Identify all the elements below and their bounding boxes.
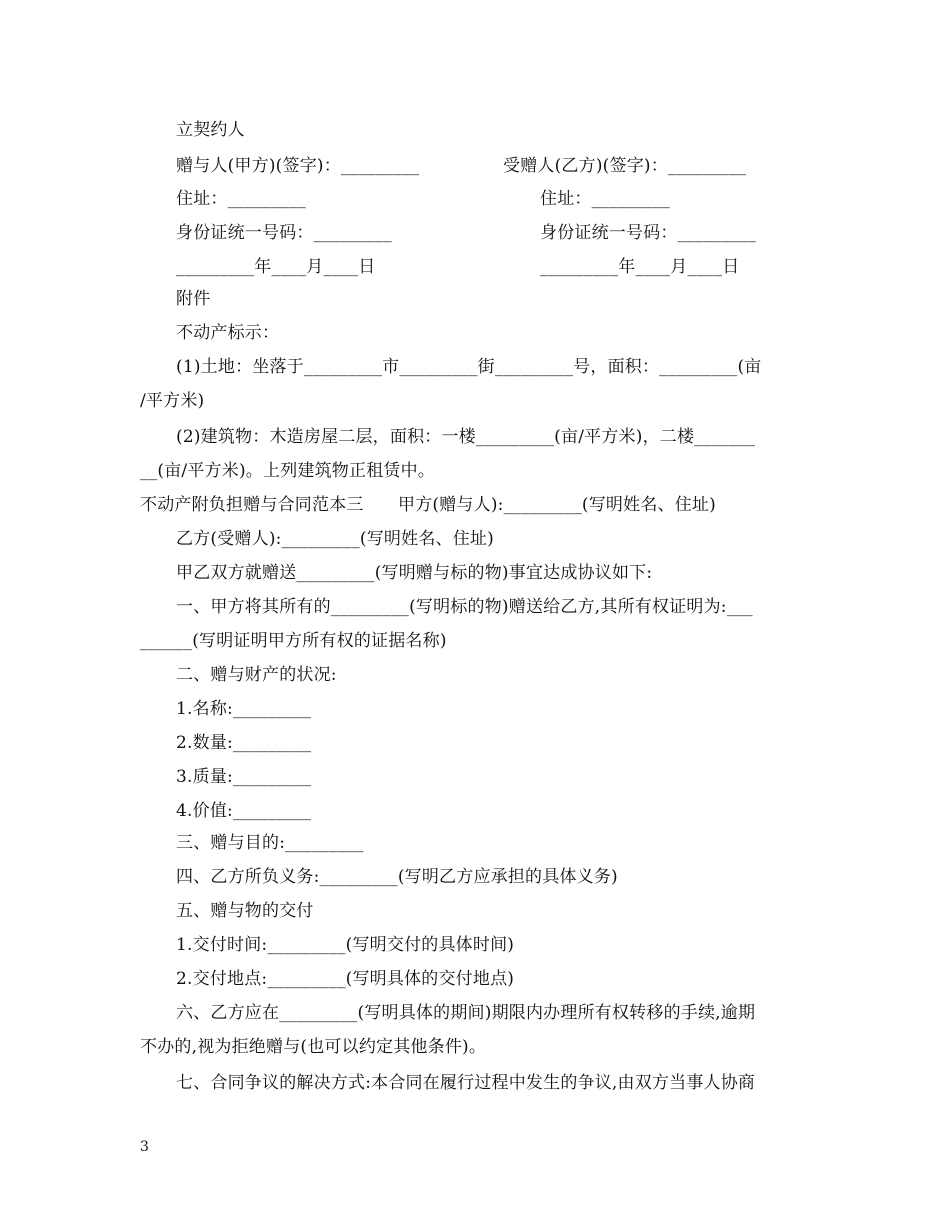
intro-line: 甲乙双方就赠送_________(写明赠与标的物)事宜达成协议如下: xyxy=(176,563,653,583)
donee-signature-line: 受赠人(乙方)(签字)：_________ xyxy=(503,156,747,176)
page-number: 3 xyxy=(140,1139,149,1155)
building-line-1: (2)建筑物：木造房屋二层，面积：一楼_________(亩/平方米)，二楼_______ xyxy=(176,427,756,447)
clause3-line: 三、赠与目的:_________ xyxy=(176,833,364,853)
item-name-line: 1.名称:_________ xyxy=(176,699,312,719)
clause6-line-2: 不办的,视为拒绝赠与(也可以约定其他条件)。 xyxy=(140,1037,487,1057)
donee-address-line: 住址：_________ xyxy=(540,189,670,209)
clause6-line-1: 六、乙方应在_________(写明具体的期间)期限内办理所有权转移的手续,逾期 xyxy=(176,1003,756,1023)
clause2-heading: 二、赠与财产的状况: xyxy=(176,665,337,685)
contract-title-party-a: 不动产附负担赠与合同范本三 甲方(赠与人):_________(写明姓名、住址) xyxy=(140,495,716,515)
delivery-place-line: 2.交付地点:_________(写明具体的交付地点) xyxy=(176,969,515,989)
donor-address-line: 住址：_________ xyxy=(176,189,306,209)
donor-date-line: _________年____月____日 xyxy=(176,257,376,277)
real-estate-label: 不动产标示： xyxy=(176,323,280,343)
clause4-line: 四、乙方所负义务:_________(写明乙方应承担的具体义务) xyxy=(176,867,618,887)
item-quantity-line: 2.数量:_________ xyxy=(176,733,312,753)
donee-id-line: 身份证统一号码：_________ xyxy=(540,223,756,243)
clause5-heading: 五、赠与物的交付 xyxy=(176,901,314,921)
attachment-title: 附件 xyxy=(176,289,211,309)
land-line-2: /平方米) xyxy=(140,391,205,411)
building-line-2: __(亩/平方米)。上列建筑物正租赁中。 xyxy=(140,461,435,481)
signatures-heading: 立契约人 xyxy=(176,120,245,140)
clause1-line-2: ______(写明证明甲方所有权的证据名称) xyxy=(140,631,447,651)
item-value-line: 4.价值:_________ xyxy=(176,801,312,821)
party-b-line: 乙方(受赠人):_________(写明姓名、住址) xyxy=(176,529,494,549)
item-quality-line: 3.质量:_________ xyxy=(176,767,312,787)
delivery-time-line: 1.交付时间:_________(写明交付的具体时间) xyxy=(176,935,515,955)
land-line-1: (1)土地：坐落于_________市_________街_________号，面积：_________(亩 xyxy=(176,357,762,377)
donor-signature-line: 赠与人(甲方)(签字)：_________ xyxy=(176,156,420,176)
donor-id-line: 身份证统一号码：_________ xyxy=(176,223,392,243)
clause7-line: 七、合同争议的解决方式:本合同在履行过程中发生的争议,由双方当事人协商 xyxy=(176,1073,756,1093)
clause1-line-1: 一、甲方将其所有的_________(写明标的物)赠送给乙方,其所有权证明为:___ xyxy=(176,597,753,617)
donee-date-line: _________年____月____日 xyxy=(540,257,740,277)
